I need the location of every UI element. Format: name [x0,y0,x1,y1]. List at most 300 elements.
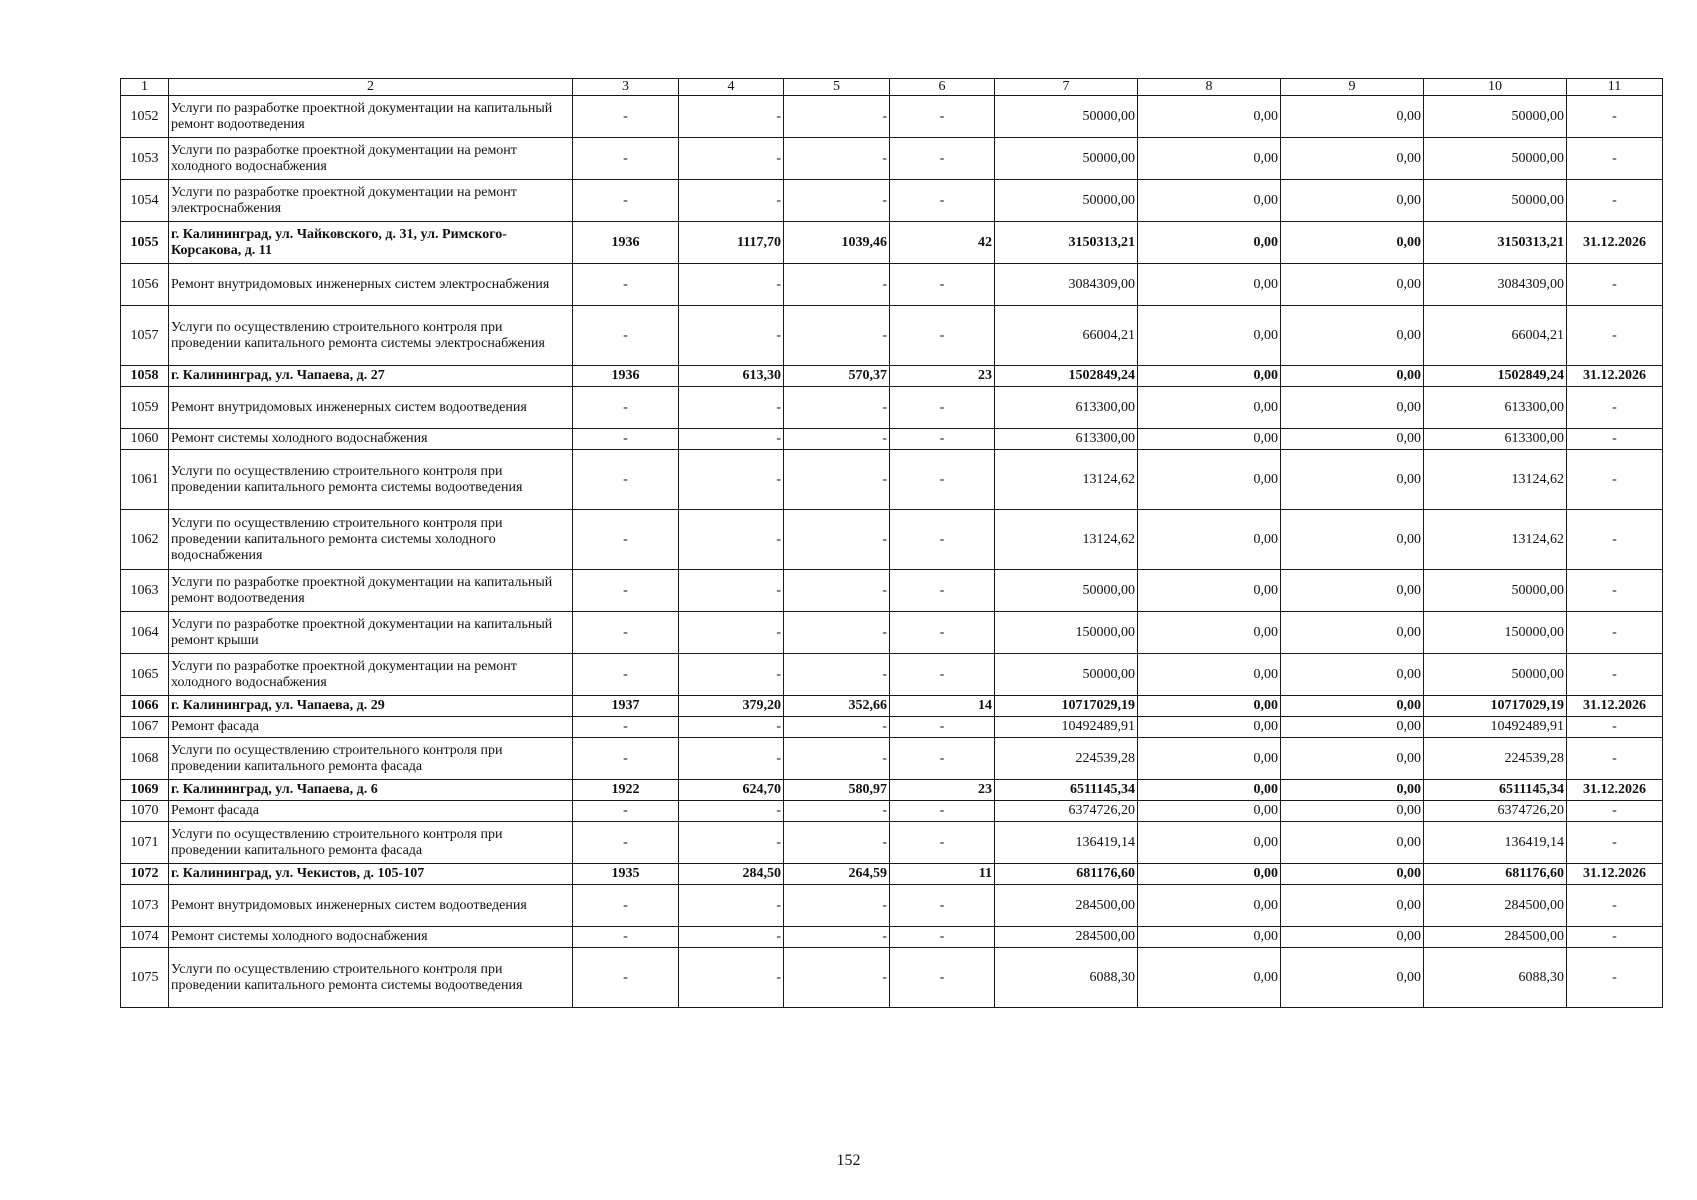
cell-9: 0,00 [1281,780,1424,801]
cell-7: 224539,28 [995,738,1138,780]
cell-10: 13124,62 [1424,450,1567,510]
cell-9: 0,00 [1281,138,1424,180]
cell-1: 1070 [121,801,169,822]
table-body [121,79,1663,1008]
table-row [121,264,1663,306]
column-number-cell: 10 [1424,79,1567,96]
cell-10: 6511145,34 [1424,780,1567,801]
cell-4: - [679,570,784,612]
cell-8: 0,00 [1138,138,1281,180]
cell-10: 284500,00 [1424,927,1567,948]
cell-5: - [784,927,890,948]
cell-1: 1067 [121,717,169,738]
cell-2: Услуги по разработке проектной документации на ремонт холодного водоснабжения [169,654,573,696]
cell-2: Ремонт системы холодного водоснабжения [169,927,573,948]
cell-8: 0,00 [1138,366,1281,387]
table-row [121,450,1663,510]
cell-1: 1064 [121,612,169,654]
cell-3: 1935 [573,864,679,885]
cell-9: 0,00 [1281,822,1424,864]
cell-1: 1054 [121,180,169,222]
cell-8: 0,00 [1138,612,1281,654]
cell-6: - [890,654,995,696]
cell-1: 1069 [121,780,169,801]
table-row [121,948,1663,1008]
cell-11: - [1567,717,1663,738]
cell-8: 0,00 [1138,717,1281,738]
cell-9: 0,00 [1281,801,1424,822]
cell-5: - [784,717,890,738]
column-number-cell: 4 [679,79,784,96]
cell-4: - [679,306,784,366]
cell-10: 6374726,20 [1424,801,1567,822]
cell-6: 23 [890,780,995,801]
cell-10: 136419,14 [1424,822,1567,864]
cell-10: 50000,00 [1424,180,1567,222]
cell-7: 50000,00 [995,654,1138,696]
cell-1: 1062 [121,510,169,570]
cell-11: - [1567,738,1663,780]
cell-9: 0,00 [1281,510,1424,570]
cell-7: 10492489,91 [995,717,1138,738]
cell-3: - [573,510,679,570]
cell-11: - [1567,801,1663,822]
cell-6: - [890,717,995,738]
cell-7: 66004,21 [995,306,1138,366]
cell-1: 1072 [121,864,169,885]
cell-2: г. Калининград, ул. Чайковского, д. 31, ул. Римского-Корсакова, д. 11 [169,222,573,264]
cell-2: Услуги по осуществлению строительного контроля при проведении капитального ремонта системы холодного водоснабжения [169,510,573,570]
cell-7: 3150313,21 [995,222,1138,264]
cell-2: Услуги по осуществлению строительного контроля при проведении капитального ремонта системы водоотведения [169,948,573,1008]
address-row [121,222,1663,264]
cell-5: - [784,948,890,1008]
cell-2: Услуги по разработке проектной документации на капитальный ремонт водоотведения [169,570,573,612]
address-row [121,780,1663,801]
cell-5: - [784,180,890,222]
cell-10: 284500,00 [1424,885,1567,927]
cell-7: 50000,00 [995,180,1138,222]
cell-10: 50000,00 [1424,96,1567,138]
cell-5: - [784,738,890,780]
cell-2: Услуги по осуществлению строительного контроля при проведении капитального ремонта фасада [169,738,573,780]
cell-11: - [1567,510,1663,570]
cell-2: Ремонт внутридомовых инженерных систем водоотведения [169,387,573,429]
cell-5: - [784,510,890,570]
cell-10: 66004,21 [1424,306,1567,366]
cell-7: 284500,00 [995,927,1138,948]
cell-8: 0,00 [1138,654,1281,696]
page-number: 152 [836,1152,861,1169]
cell-6: - [890,885,995,927]
cell-8: 0,00 [1138,306,1281,366]
cell-4: 284,50 [679,864,784,885]
address-row [121,864,1663,885]
column-number-cell: 9 [1281,79,1424,96]
cell-2: г. Калининград, ул. Чапаева, д. 29 [169,696,573,717]
cell-10: 50000,00 [1424,570,1567,612]
cell-8: 0,00 [1138,222,1281,264]
cell-3: - [573,738,679,780]
table-row [121,612,1663,654]
cell-11: - [1567,948,1663,1008]
cell-5: - [784,264,890,306]
cell-5: - [784,612,890,654]
table-row [121,738,1663,780]
cell-9: 0,00 [1281,429,1424,450]
cell-11: - [1567,429,1663,450]
cell-9: 0,00 [1281,570,1424,612]
cell-2: Ремонт системы холодного водоснабжения [169,429,573,450]
cell-7: 13124,62 [995,450,1138,510]
cell-11: 31.12.2026 [1567,222,1663,264]
cell-3: - [573,822,679,864]
cell-11: - [1567,306,1663,366]
cell-10: 681176,60 [1424,864,1567,885]
column-number-cell: 8 [1138,79,1281,96]
cell-2: Ремонт внутридомовых инженерных систем электроснабжения [169,264,573,306]
column-number-row [121,79,1663,96]
cell-7: 136419,14 [995,822,1138,864]
column-number-cell: 11 [1567,79,1663,96]
cell-5: - [784,306,890,366]
cell-11: - [1567,96,1663,138]
cell-5: - [784,822,890,864]
cell-1: 1055 [121,222,169,264]
cell-6: - [890,180,995,222]
cell-11: - [1567,450,1663,510]
cell-4: 379,20 [679,696,784,717]
cell-4: - [679,180,784,222]
cell-8: 0,00 [1138,450,1281,510]
cell-10: 10492489,91 [1424,717,1567,738]
cell-4: 624,70 [679,780,784,801]
column-number-cell: 7 [995,79,1138,96]
cell-9: 0,00 [1281,717,1424,738]
cell-9: 0,00 [1281,387,1424,429]
cell-7: 150000,00 [995,612,1138,654]
cell-2: Услуги по осуществлению строительного контроля при проведении капитального ремонта системы электроснабжения [169,306,573,366]
cell-8: 0,00 [1138,510,1281,570]
cell-7: 6088,30 [995,948,1138,1008]
cell-5: - [784,96,890,138]
cell-11: - [1567,138,1663,180]
table-row [121,510,1663,570]
cell-11: - [1567,387,1663,429]
cell-3: - [573,885,679,927]
cell-6: - [890,138,995,180]
cell-1: 1073 [121,885,169,927]
cell-10: 13124,62 [1424,510,1567,570]
cell-1: 1056 [121,264,169,306]
program-table [120,78,1663,1008]
cell-11: - [1567,570,1663,612]
cell-9: 0,00 [1281,612,1424,654]
address-row [121,696,1663,717]
cell-9: 0,00 [1281,696,1424,717]
cell-11: 31.12.2026 [1567,366,1663,387]
table-row [121,717,1663,738]
cell-6: 11 [890,864,995,885]
cell-3: - [573,927,679,948]
cell-4: - [679,450,784,510]
cell-6: 14 [890,696,995,717]
cell-8: 0,00 [1138,738,1281,780]
cell-1: 1052 [121,96,169,138]
cell-2: Услуги по разработке проектной документации на ремонт электроснабжения [169,180,573,222]
table-row [121,822,1663,864]
cell-11: - [1567,927,1663,948]
cell-6: - [890,510,995,570]
cell-7: 6374726,20 [995,801,1138,822]
cell-5: - [784,387,890,429]
cell-4: - [679,885,784,927]
cell-3: 1937 [573,696,679,717]
cell-10: 150000,00 [1424,612,1567,654]
cell-5: 580,97 [784,780,890,801]
cell-5: - [784,801,890,822]
cell-11: 31.12.2026 [1567,780,1663,801]
cell-8: 0,00 [1138,801,1281,822]
cell-6: - [890,612,995,654]
cell-3: - [573,654,679,696]
cell-5: - [784,654,890,696]
cell-3: - [573,96,679,138]
cell-2: г. Калининград, ул. Чекистов, д. 105-107 [169,864,573,885]
table-row [121,654,1663,696]
cell-7: 10717029,19 [995,696,1138,717]
cell-4: - [679,948,784,1008]
cell-5: - [784,570,890,612]
cell-7: 681176,60 [995,864,1138,885]
column-number-cell: 1 [121,79,169,96]
cell-3: - [573,387,679,429]
cell-10: 1502849,24 [1424,366,1567,387]
cell-9: 0,00 [1281,264,1424,306]
table-row [121,570,1663,612]
cell-11: - [1567,180,1663,222]
cell-9: 0,00 [1281,927,1424,948]
cell-2: Услуги по разработке проектной документации на капитальный ремонт крыши [169,612,573,654]
cell-6: 23 [890,366,995,387]
cell-2: Ремонт внутридомовых инженерных систем водоотведения [169,885,573,927]
cell-8: 0,00 [1138,429,1281,450]
cell-7: 50000,00 [995,138,1138,180]
cell-8: 0,00 [1138,387,1281,429]
cell-9: 0,00 [1281,450,1424,510]
cell-10: 50000,00 [1424,654,1567,696]
cell-4: - [679,138,784,180]
cell-6: - [890,738,995,780]
cell-1: 1068 [121,738,169,780]
cell-6: - [890,387,995,429]
cell-4: - [679,717,784,738]
cell-2: Услуги по осуществлению строительного контроля при проведении капитального ремонта фасада [169,822,573,864]
cell-4: - [679,801,784,822]
cell-2: г. Калининград, ул. Чапаева, д. 27 [169,366,573,387]
table-row [121,885,1663,927]
cell-4: - [679,387,784,429]
cell-4: 1117,70 [679,222,784,264]
cell-7: 284500,00 [995,885,1138,927]
cell-9: 0,00 [1281,96,1424,138]
cell-1: 1066 [121,696,169,717]
cell-7: 50000,00 [995,570,1138,612]
column-number-cell: 2 [169,79,573,96]
cell-11: - [1567,264,1663,306]
cell-6: - [890,429,995,450]
cell-8: 0,00 [1138,264,1281,306]
cell-4: - [679,96,784,138]
cell-8: 0,00 [1138,780,1281,801]
cell-7: 50000,00 [995,96,1138,138]
document-sheet [120,78,1662,1008]
cell-5: 570,37 [784,366,890,387]
cell-9: 0,00 [1281,864,1424,885]
cell-9: 0,00 [1281,180,1424,222]
cell-1: 1058 [121,366,169,387]
cell-7: 1502849,24 [995,366,1138,387]
cell-2: Ремонт фасада [169,801,573,822]
cell-3: 1922 [573,780,679,801]
cell-11: - [1567,885,1663,927]
cell-3: 1936 [573,222,679,264]
cell-11: - [1567,612,1663,654]
address-row [121,366,1663,387]
cell-11: - [1567,654,1663,696]
cell-5: - [784,450,890,510]
cell-1: 1057 [121,306,169,366]
cell-4: - [679,738,784,780]
cell-11: 31.12.2026 [1567,864,1663,885]
column-number-cell: 6 [890,79,995,96]
cell-11: - [1567,822,1663,864]
cell-3: - [573,180,679,222]
cell-11: 31.12.2026 [1567,696,1663,717]
cell-6: - [890,450,995,510]
cell-3: - [573,450,679,510]
table-row [121,927,1663,948]
table-row [121,801,1663,822]
cell-8: 0,00 [1138,885,1281,927]
table-row [121,387,1663,429]
cell-6: - [890,96,995,138]
cell-4: - [679,510,784,570]
cell-4: - [679,654,784,696]
cell-9: 0,00 [1281,948,1424,1008]
table-row [121,429,1663,450]
cell-2: Услуги по осуществлению строительного контроля при проведении капитального ремонта системы водоотведения [169,450,573,510]
cell-1: 1071 [121,822,169,864]
column-number-cell: 3 [573,79,679,96]
cell-8: 0,00 [1138,948,1281,1008]
table-row [121,96,1663,138]
cell-3: - [573,138,679,180]
cell-4: - [679,927,784,948]
cell-3: - [573,429,679,450]
cell-1: 1075 [121,948,169,1008]
cell-2: Ремонт фасада [169,717,573,738]
cell-10: 224539,28 [1424,738,1567,780]
cell-1: 1063 [121,570,169,612]
cell-9: 0,00 [1281,885,1424,927]
table-row [121,138,1663,180]
cell-2: г. Калининград, ул. Чапаева, д. 6 [169,780,573,801]
cell-9: 0,00 [1281,366,1424,387]
cell-10: 10717029,19 [1424,696,1567,717]
cell-8: 0,00 [1138,696,1281,717]
cell-5: 1039,46 [784,222,890,264]
cell-8: 0,00 [1138,570,1281,612]
cell-9: 0,00 [1281,306,1424,366]
cell-2: Услуги по разработке проектной документации на капитальный ремонт водоотведения [169,96,573,138]
cell-6: 42 [890,222,995,264]
cell-6: - [890,801,995,822]
cell-6: - [890,822,995,864]
cell-10: 613300,00 [1424,429,1567,450]
cell-4: 613,30 [679,366,784,387]
cell-6: - [890,927,995,948]
cell-6: - [890,306,995,366]
cell-4: - [679,264,784,306]
cell-1: 1074 [121,927,169,948]
cell-6: - [890,948,995,1008]
cell-8: 0,00 [1138,96,1281,138]
cell-7: 6511145,34 [995,780,1138,801]
cell-1: 1059 [121,387,169,429]
cell-3: - [573,717,679,738]
cell-5: - [784,429,890,450]
cell-9: 0,00 [1281,222,1424,264]
cell-3: - [573,948,679,1008]
cell-7: 613300,00 [995,429,1138,450]
cell-8: 0,00 [1138,822,1281,864]
table-row [121,180,1663,222]
cell-10: 50000,00 [1424,138,1567,180]
cell-7: 3084309,00 [995,264,1138,306]
cell-3: - [573,612,679,654]
cell-7: 13124,62 [995,510,1138,570]
cell-3: 1936 [573,366,679,387]
cell-10: 6088,30 [1424,948,1567,1008]
column-number-cell: 5 [784,79,890,96]
cell-10: 613300,00 [1424,387,1567,429]
cell-4: - [679,822,784,864]
cell-8: 0,00 [1138,864,1281,885]
cell-6: - [890,570,995,612]
cell-5: - [784,885,890,927]
cell-9: 0,00 [1281,738,1424,780]
cell-3: - [573,570,679,612]
cell-1: 1053 [121,138,169,180]
cell-5: - [784,138,890,180]
cell-3: - [573,264,679,306]
cell-8: 0,00 [1138,180,1281,222]
cell-6: - [890,264,995,306]
cell-3: - [573,801,679,822]
cell-1: 1065 [121,654,169,696]
cell-4: - [679,429,784,450]
cell-4: - [679,612,784,654]
cell-10: 3150313,21 [1424,222,1567,264]
cell-10: 3084309,00 [1424,264,1567,306]
cell-5: 352,66 [784,696,890,717]
cell-1: 1061 [121,450,169,510]
cell-1: 1060 [121,429,169,450]
cell-2: Услуги по разработке проектной документации на ремонт холодного водоснабжения [169,138,573,180]
cell-7: 613300,00 [995,387,1138,429]
cell-8: 0,00 [1138,927,1281,948]
